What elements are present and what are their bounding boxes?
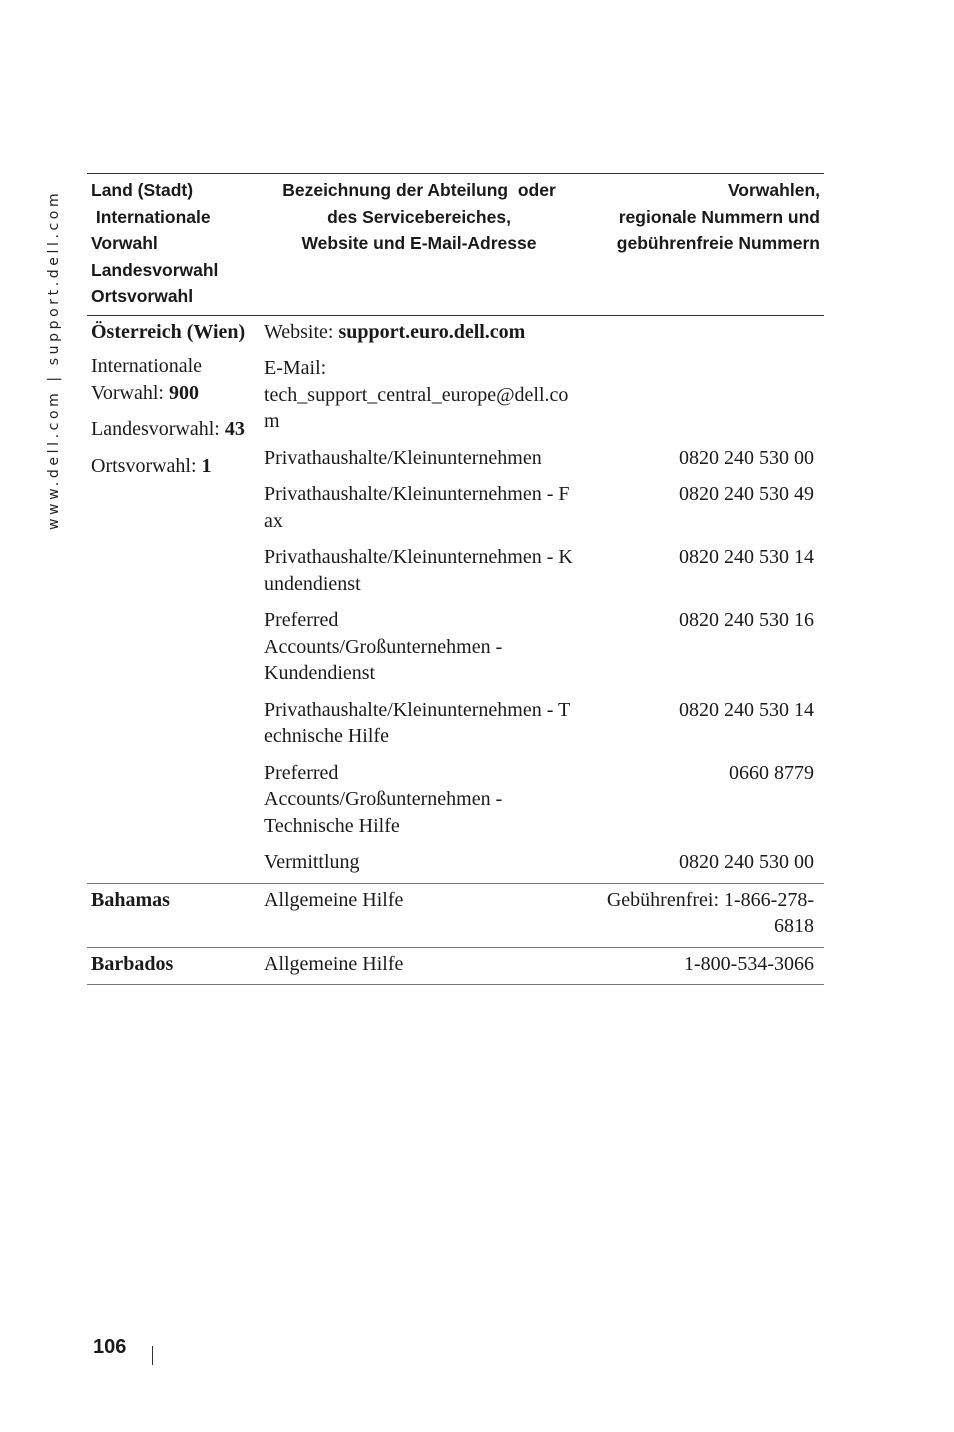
email-cell: E-Mail: tech_support_central_europe@dell.com — [264, 357, 569, 432]
table-row: Privathaushalte/Kleinunternehmen - Fax 0820 240 530 49 — [264, 483, 814, 532]
header-country: Land (Stadt) Internationale Vorwahl Landesvorwahl Ortsvorwahl — [91, 180, 219, 306]
table-row: Preferred Accounts/Großunternehmen - Kundendienst 0820 240 530 16 — [264, 609, 814, 684]
website-link[interactable]: support.euro.dell.com — [338, 320, 526, 343]
table-row: Bahamas Allgemeine Hilfe Gebührenfrei: 1-866-278-6818 — [87, 883, 824, 947]
country-name: Bahamas — [91, 888, 170, 911]
dialing-codes: Internationale Vorwahl: 900 Landesvorwahl: 43 Ortsvorwahl: 1 — [91, 355, 245, 477]
table-row — [87, 315, 824, 352]
table-row: Vermittlung 0820 240 530 00 — [87, 846, 824, 883]
header-numbers: Vorwahlen, regionale Nummern und gebührenfreie Nummern — [616, 180, 820, 253]
table-row: Privathaushalte/Kleinunternehmen - Technische Hilfe 0820 240 530 14 — [264, 698, 814, 747]
country-name: Österreich (Wien) — [91, 320, 246, 343]
table-row: Preferred Accounts/Großunternehmen - Technische Hilfe 0660 8779 — [264, 761, 814, 837]
country-cell-austria — [87, 315, 260, 883]
table-header — [87, 174, 824, 316]
table-row: Privathaushalte/Kleinunternehmen 0820 240 530 00 — [264, 446, 814, 469]
website-cell: Website: support.euro.dell.com — [264, 320, 526, 343]
table-row: Barbados Allgemeine Hilfe 1-800-534-3066 — [87, 947, 824, 985]
side-url — [46, 172, 66, 532]
table-row: Privathaushalte/Kleinunternehmen - Kundendienst 0820 240 530 14 — [264, 546, 814, 595]
email-link[interactable]: tech_support_central_europe@dell.com — [264, 383, 569, 432]
page-divider — [152, 1346, 153, 1365]
contact-table — [87, 173, 824, 985]
header-department: Bezeichnung der Abteilung oder des Servicebereiches, Website und E-Mail-Adresse — [282, 180, 556, 253]
page-number: 106 — [93, 1336, 127, 1358]
country-name: Barbados — [91, 952, 174, 975]
side-url-text: www.dell.com | support.dell.com — [46, 189, 62, 530]
